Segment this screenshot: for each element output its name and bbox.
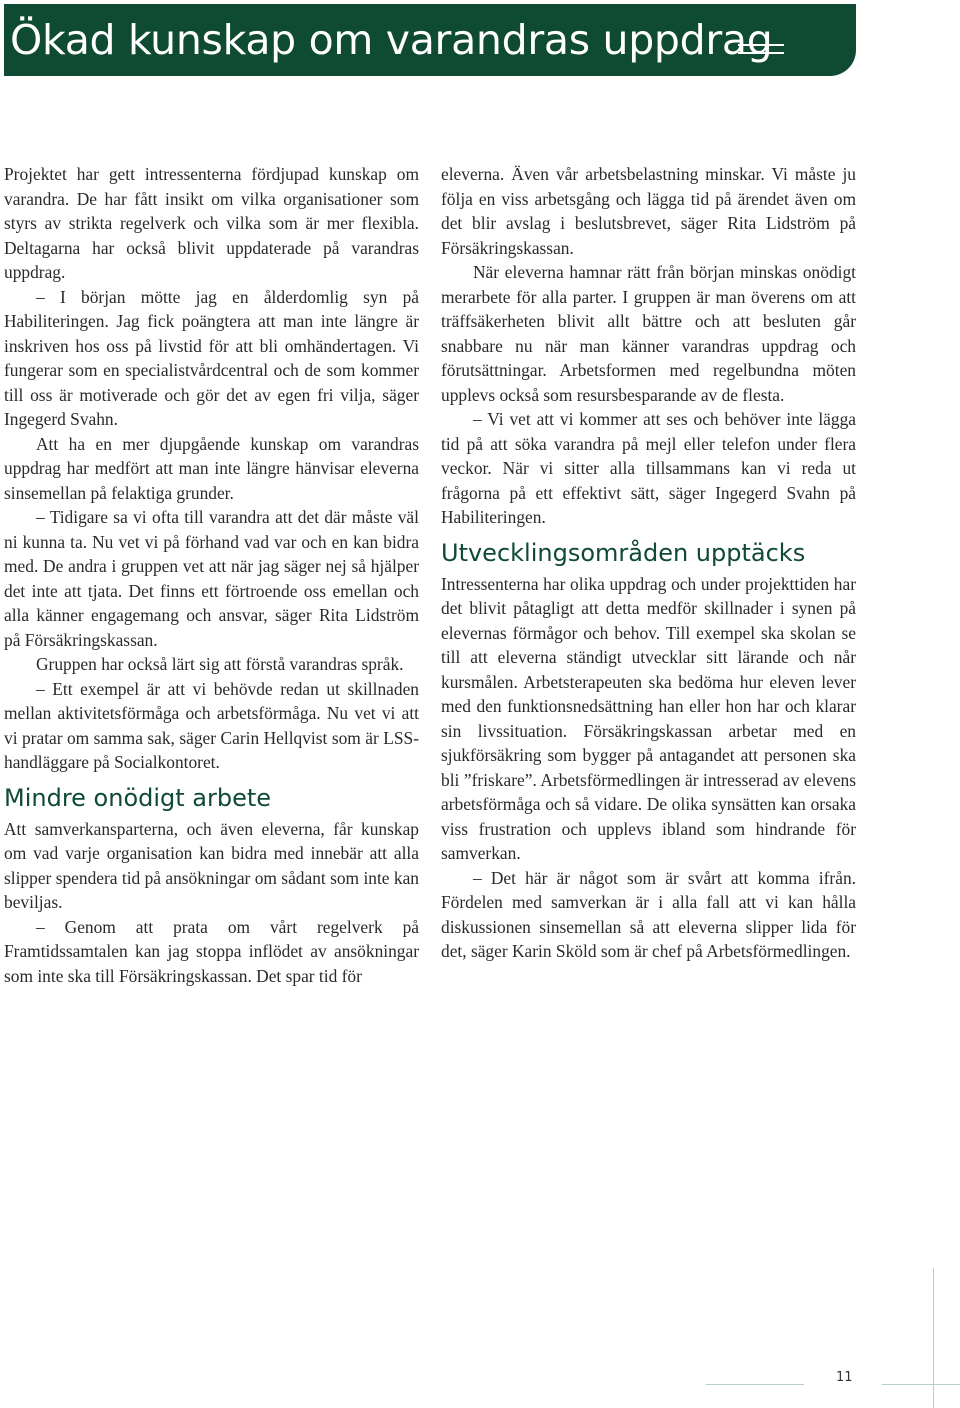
paragraph: När eleverna hamnar rätt från början minskas onödigt merarbete för alla parter. I gruppen är man överens om att träffsäkerheten blivit allt bättre och att besluten går snabbare nu när man känner varandras uppdrag och förutsättningar. Arbetsformen med regelbundna möten upplevs också som resursbesparande av de flesta. (441, 262, 856, 405)
title-banner (4, 4, 856, 76)
paragraph: – Ett exempel är att vi behövde redan ut skillnaden mellan aktivitetsförmåga och arbetsförmåga. Nu vet vi att vi pratar om samma sak, säger Carin Hellqvist som är LSS-handläggare på Socialkontoret. (4, 678, 419, 772)
paragraph: – I början mötte jag en ålderdomlig syn på Habiliteringen. Jag fick poängtera att man inte längre är inskriven hos oss på livstid för att bli omhändertagen. Vi fungerar som en specialistvårdcentral och de som kommer till oss är motiverade och gör det av egen fri vilja, säger Ingegerd Svahn. (4, 286, 419, 429)
paragraph: Gruppen har också lärt sig att förstå varandras språk. (36, 654, 404, 674)
paragraph: – Tidigare sa vi ofta till varandra att det där måste väl ni kunna ta. Nu vet vi på förhand vad var och en kan bidra med. De andra i gruppen vet att när jag säger nej så hjälper det inte att tjata. Det finns ett förtroende oss emellan och alla känner engagemang och ansvar, säger Rita Lidström på Försäkringskassan. (4, 507, 419, 650)
right-column (441, 162, 856, 964)
footer-vertical-rule (933, 1268, 934, 1408)
paragraph: – Genom att prata om vårt regelverk på Framtidssamtalen kan jag stoppa inflödet av ansökningar som inte ska till Försäkringskassan. Det spar tid för (4, 916, 419, 986)
paragraph: Att ha en mer djupgående kunskap om varandras uppdrag har medfört att man inte längre hänvisar eleverna sinsemellan på felaktiga grunder. (4, 433, 419, 503)
double-line-decoration (738, 44, 784, 54)
paragraph: Intressenterna har olika uppdrag och under projekttiden har det blivit påtagligt att detta medför skillnader i synen på elevernas förmågor och behov. Till exempel ska skolan se till att eleverna ständigt utvecklar sitt lärande och når kursmålen. Arbetsterapeuten ska bedöma hur eleven lever med den funktionsnedsättning han eller hon har och klarar sin livssituation. Försäkringskassan arbetar med en sjukförsäkring som bygger på antagandet att personen ska bli ”friskare”. Arbetsförmedlingen är intresserad av elevens arbetsförmåga och så vidare. De olika synsätten kan orsaka viss frustration och upplevs ibland som hindrande för samverkan. (441, 573, 856, 863)
left-column (4, 162, 419, 988)
paragraph: eleverna. Även vår arbetsbelastning minskar. Vi måste ju följa en viss arbetsgång och lägga tid på ärendet även om det blir avslag i beslutsbrevet, säger Rita Lidström på Försäkringskassan. (441, 164, 856, 258)
paragraph: Projektet har gett intressenterna fördjupad kunskap om varandra. De har fått insikt om vilka organisationer som styrs av strikta regelverk och vilka som är mer flexibla. Deltagarna har också blivit uppdaterade på varandras uppdrag. (4, 164, 419, 282)
paragraph: – Vi vet att vi kommer att ses och behöver inte lägga tid på att söka varandra på mejl eller telefon under flera veckor. När vi sitter alla tillsammans kan vi reda ut frågorna på ett effektivt sätt, säger Ingegerd Svahn på Habiliteringen. (441, 409, 856, 527)
page-title: Ökad kunskap om varandras uppdrag (10, 16, 773, 64)
paragraph: Att samverkansparterna, och även eleverna, får kunskap om vad varje organisation kan bidra med innebär att alla slipper spendera tid på ansökningar om sådant som inte kan beviljas. (4, 818, 419, 912)
paragraph: – Det här är något som är svårt att komma ifrån. Fördelen med samverkan är i alla fall att vi kan hålla diskussionen sinsemellan så att eleverna slipper lida för det, säger Karin Sköld som är chef på Arbetsförmedlingen. (441, 867, 856, 961)
section-heading: Utvecklingsområden upptäcks (441, 538, 806, 567)
section-heading: Mindre onödigt arbete (4, 783, 272, 812)
footer-rule (706, 1384, 804, 1385)
page-number: 11 (836, 1370, 853, 1385)
footer-rule (882, 1384, 960, 1385)
